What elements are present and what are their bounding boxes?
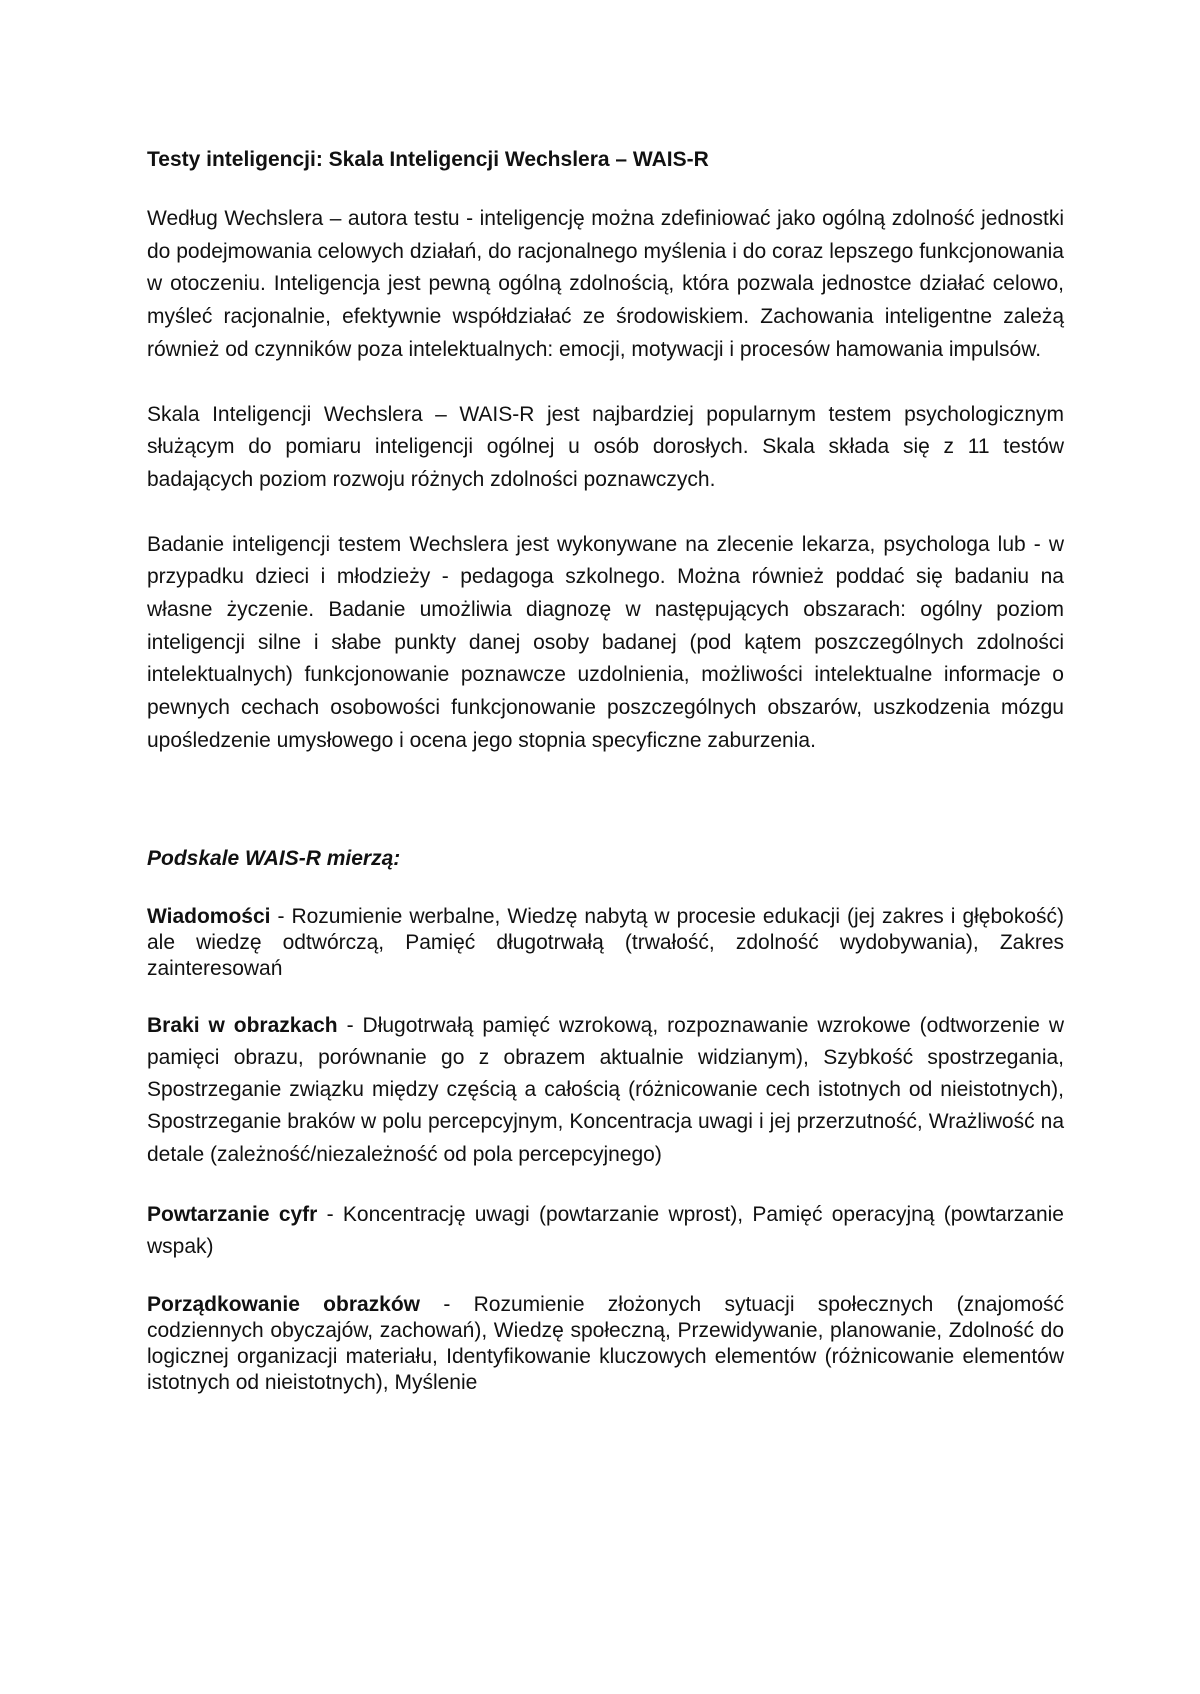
subscale-term: Powtarzanie cyfr [147,1203,318,1227]
subscale-description: - Koncentrację uwagi (powtarzanie wprost), Pamięć operacyjną (powtarzanie wspak) [147,1203,1064,1259]
subscale-term: Braki w obrazkach [147,1013,338,1037]
subscale-description: - Rozumienie werbalne, Wiedzę nabytą w procesie edukacji (jej zakres i głębokość) ale wiedzę odtwórczą, Pamięć długotrwałą (trwałość, zdolność wydobywania), Zakres zainteresowań [147,904,1064,980]
subscale-item-braki-w-obrazkach [147,1010,1064,1171]
paragraph-scale-description: Skala Inteligencji Wechslera – WAIS-R jest najbardziej popularnym testem psychologicznym służącym do pomiaru inteligencji ogólnej u osób dorosłych. Skala składa się z 11 testów badających poziom rozwoju różnych zdolności poznawczych. [147,402,1064,491]
paragraph-definition: Według Wechslera – autora testu - inteligencję można zdefiniować jako ogólną zdolność jednostki do podejmowania celowych działań, do racjonalnego myślenia i do coraz lepszego funkcjonowania w otoczeniu. Inteligencja jest pewną ogólną zdolnością, która pozwala jednostce działać celowo, myśleć racjonalnie, efektywnie współdziałać ze środowiskiem. Zachowania inteligentne zależą również od czynników poza intelektualnych: emocji, motywacji i procesów hamowania impulsów. [147,207,1064,361]
subscale-item-wiadomosci [147,904,1064,982]
document-page [147,145,1064,1424]
document-title: Testy inteligencji: Skala Inteligencji Wechslera – WAIS-R [147,148,709,171]
subscale-item-porzadkowanie-obrazkow [147,1292,1064,1396]
section-spacer [147,790,1064,844]
subscale-term: Porządkowanie obrazków [147,1292,421,1316]
subscale-term: Wiadomości [147,904,271,928]
subscale-item-powtarzanie-cyfr [147,1199,1064,1264]
paragraph-examination: Badanie inteligencji testem Wechslera jest wykonywane na zlecenie lekarza, psychologa lub - w przypadku dzieci i młodzieży - pedagoga szkolnego. Można również poddać się badaniu na własne życzenie. Badanie umożliwia diagnozę w następujących obszarach: ogólny poziom inteligencji silne i słabe punkty danej osoby badanej (pod kątem poszczególnych zdolności intelektualnych) funkcjonowanie poznawcze uzdolnienia, możliwości intelektualne informacje o pewnych cechach osobowości funkcjonowanie poszczególnych obszarów, uszkodzenia mózgu upośledzenie umysłowego i ocena jego stopnia specyficzne zaburzenia. [147,532,1064,752]
subscales-heading: Podskale WAIS-R mierzą: [147,846,401,870]
subscale-description: - Długotrwałą pamięć wzrokową, rozpoznawanie wzrokowe (odtworzenie w pamięci obrazu, porównanie go z obrazem aktualnie widzianym), Szybkość spostrzegania, Spostrzeganie związku między częścią a całością (różnicowanie cech istotnych od nieistotnych), Spostrzeganie braków w polu percepcyjnym, Koncentracja uwagi i jej przerzutność, Wrażliwość na detale (zależność/niezależność od pola percepcyjnego) [147,1013,1065,1166]
subscale-description: - Rozumienie złożonych sytuacji społecznych (znajomość codziennych obyczajów, zachowań), Wiedzę społeczną, Przewidywanie, planowanie, Zdolność do logicznej organizacji materiału, Identyfikowanie kluczowych elementów (różnicowanie elementów istotnych od nieistotnych), Myślenie [147,1292,1064,1394]
